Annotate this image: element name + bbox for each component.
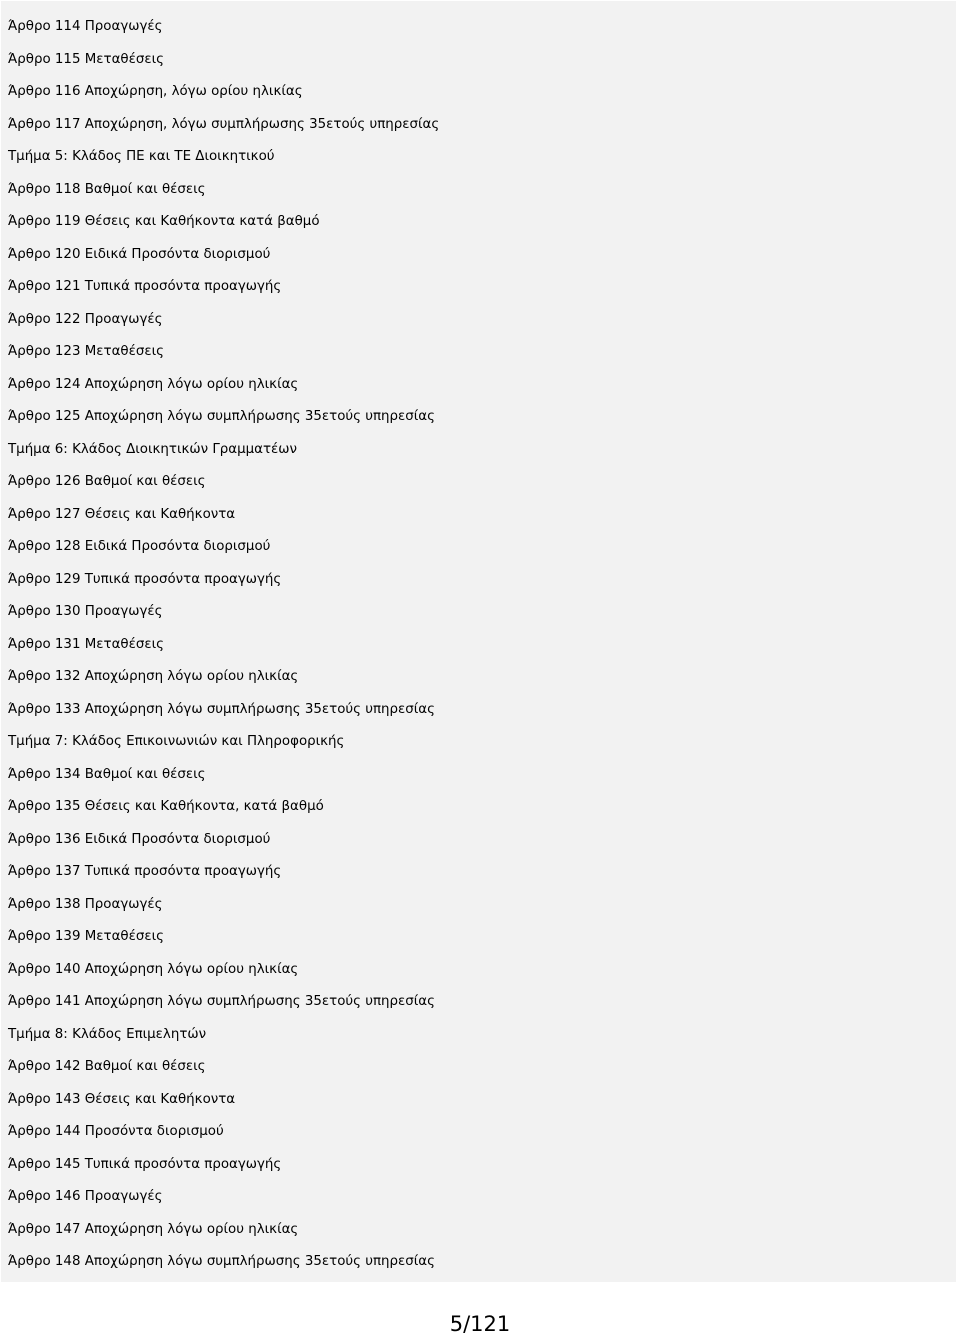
toc-entry[interactable]: Άρθρο 117 Αποχώρηση, λόγω συμπλήρωσης 35ετούς υπηρεσίας (8, 116, 440, 132)
toc-entry[interactable]: Άρθρο 134 Βαθμοί και θέσεις (8, 766, 206, 782)
page-number: 5/121 (449, 1312, 511, 1336)
toc-entry[interactable]: Άρθρο 141 Αποχώρηση λόγω συμπλήρωσης 35ετούς υπηρεσίας (8, 994, 435, 1009)
toc-section-heading[interactable]: Τμήμα 8: Κλάδος Επιμελητών (8, 1026, 207, 1042)
toc-entry[interactable]: Άρθρο 120 Ειδικά Προσόντα διορισμού (8, 246, 271, 262)
toc-entry[interactable]: Άρθρο 133 Αποχώρηση λόγω συμπλήρωσης 35ετούς υπηρεσίας (8, 701, 435, 717)
toc-entry[interactable]: Άρθρο 137 Τυπικά προσόντα προαγωγής (8, 864, 282, 879)
table-of-contents-list (8, 14, 439, 1282)
toc-entry[interactable]: Άρθρο 142 Βαθμοί και θέσεις (8, 1059, 206, 1074)
toc-entry[interactable]: Άρθρο 114 Προαγωγές (8, 19, 163, 34)
toc-entry[interactable]: Άρθρο 115 Μεταθέσεις (8, 51, 164, 67)
toc-section-heading[interactable]: Τμήμα 6: Κλάδος Διοικητικών Γραμματέων (8, 441, 297, 457)
toc-entry[interactable]: Άρθρο 138 Προαγωγές (8, 896, 163, 912)
toc-entry[interactable]: Άρθρο 122 Προαγωγές (8, 311, 163, 327)
toc-section-heading[interactable]: Τμήμα 7: Κλάδος Επικοινωνιών και Πληροφορικής (8, 734, 345, 749)
toc-section-heading[interactable]: Τμήμα 5: Κλάδος ΠΕ και ΤΕ Διοικητικού (8, 149, 275, 164)
toc-entry[interactable]: Άρθρο 139 Μεταθέσεις (8, 929, 164, 944)
toc-entry[interactable]: Άρθρο 143 Θέσεις και Καθήκοντα (8, 1091, 236, 1107)
toc-entry[interactable]: Άρθρο 136 Ειδικά Προσόντα διορισμού (8, 831, 271, 847)
toc-entry[interactable]: Άρθρο 147 Αποχώρηση λόγω ορίου ηλικίας (8, 1221, 299, 1237)
toc-entry[interactable]: Άρθρο 128 Ειδικά Προσόντα διορισμού (8, 539, 271, 554)
toc-entry[interactable]: Άρθρο 144 Προσόντα διορισμού (8, 1124, 224, 1139)
toc-entry[interactable]: Άρθρο 140 Αποχώρηση λόγω ορίου ηλικίας (8, 961, 299, 977)
toc-entry[interactable]: Άρθρο 135 Θέσεις και Καθήκοντα, κατά βαθμό (8, 799, 324, 814)
toc-entry[interactable]: Άρθρο 146 Προαγωγές (8, 1189, 163, 1204)
toc-panel (1, 1, 956, 1282)
toc-entry[interactable]: Άρθρο 118 Βαθμοί και θέσεις (8, 181, 206, 197)
toc-entry[interactable]: Άρθρο 145 Τυπικά προσόντα προαγωγής (8, 1156, 282, 1172)
toc-entry[interactable]: Άρθρο 124 Αποχώρηση λόγω ορίου ηλικίας (8, 376, 299, 392)
toc-entry[interactable]: Άρθρο 116 Αποχώρηση, λόγω ορίου ηλικίας (8, 84, 303, 99)
toc-entry[interactable]: Άρθρο 132 Αποχώρηση λόγω ορίου ηλικίας (8, 669, 299, 684)
toc-entry[interactable]: Άρθρο 119 Θέσεις και Καθήκοντα κατά βαθμό (8, 214, 320, 229)
toc-entry[interactable]: Άρθρο 130 Προαγωγές (8, 604, 163, 619)
toc-entry[interactable]: Άρθρο 123 Μεταθέσεις (8, 344, 164, 359)
toc-entry[interactable]: Άρθρο 126 Βαθμοί και θέσεις (8, 474, 206, 489)
toc-entry[interactable]: Άρθρο 131 Μεταθέσεις (8, 636, 164, 652)
toc-entry[interactable]: Άρθρο 121 Τυπικά προσόντα προαγωγής (8, 279, 282, 294)
toc-entry[interactable]: Άρθρο 129 Τυπικά προσόντα προαγωγής (8, 571, 282, 587)
toc-entry[interactable]: Άρθρο 127 Θέσεις και Καθήκοντα (8, 506, 236, 522)
toc-entry[interactable]: Άρθρο 148 Αποχώρηση λόγω συμπλήρωσης 35ετούς υπηρεσίας (8, 1254, 435, 1269)
toc-entry[interactable]: Άρθρο 125 Αποχώρηση λόγω συμπλήρωσης 35ετούς υπηρεσίας (8, 409, 435, 424)
